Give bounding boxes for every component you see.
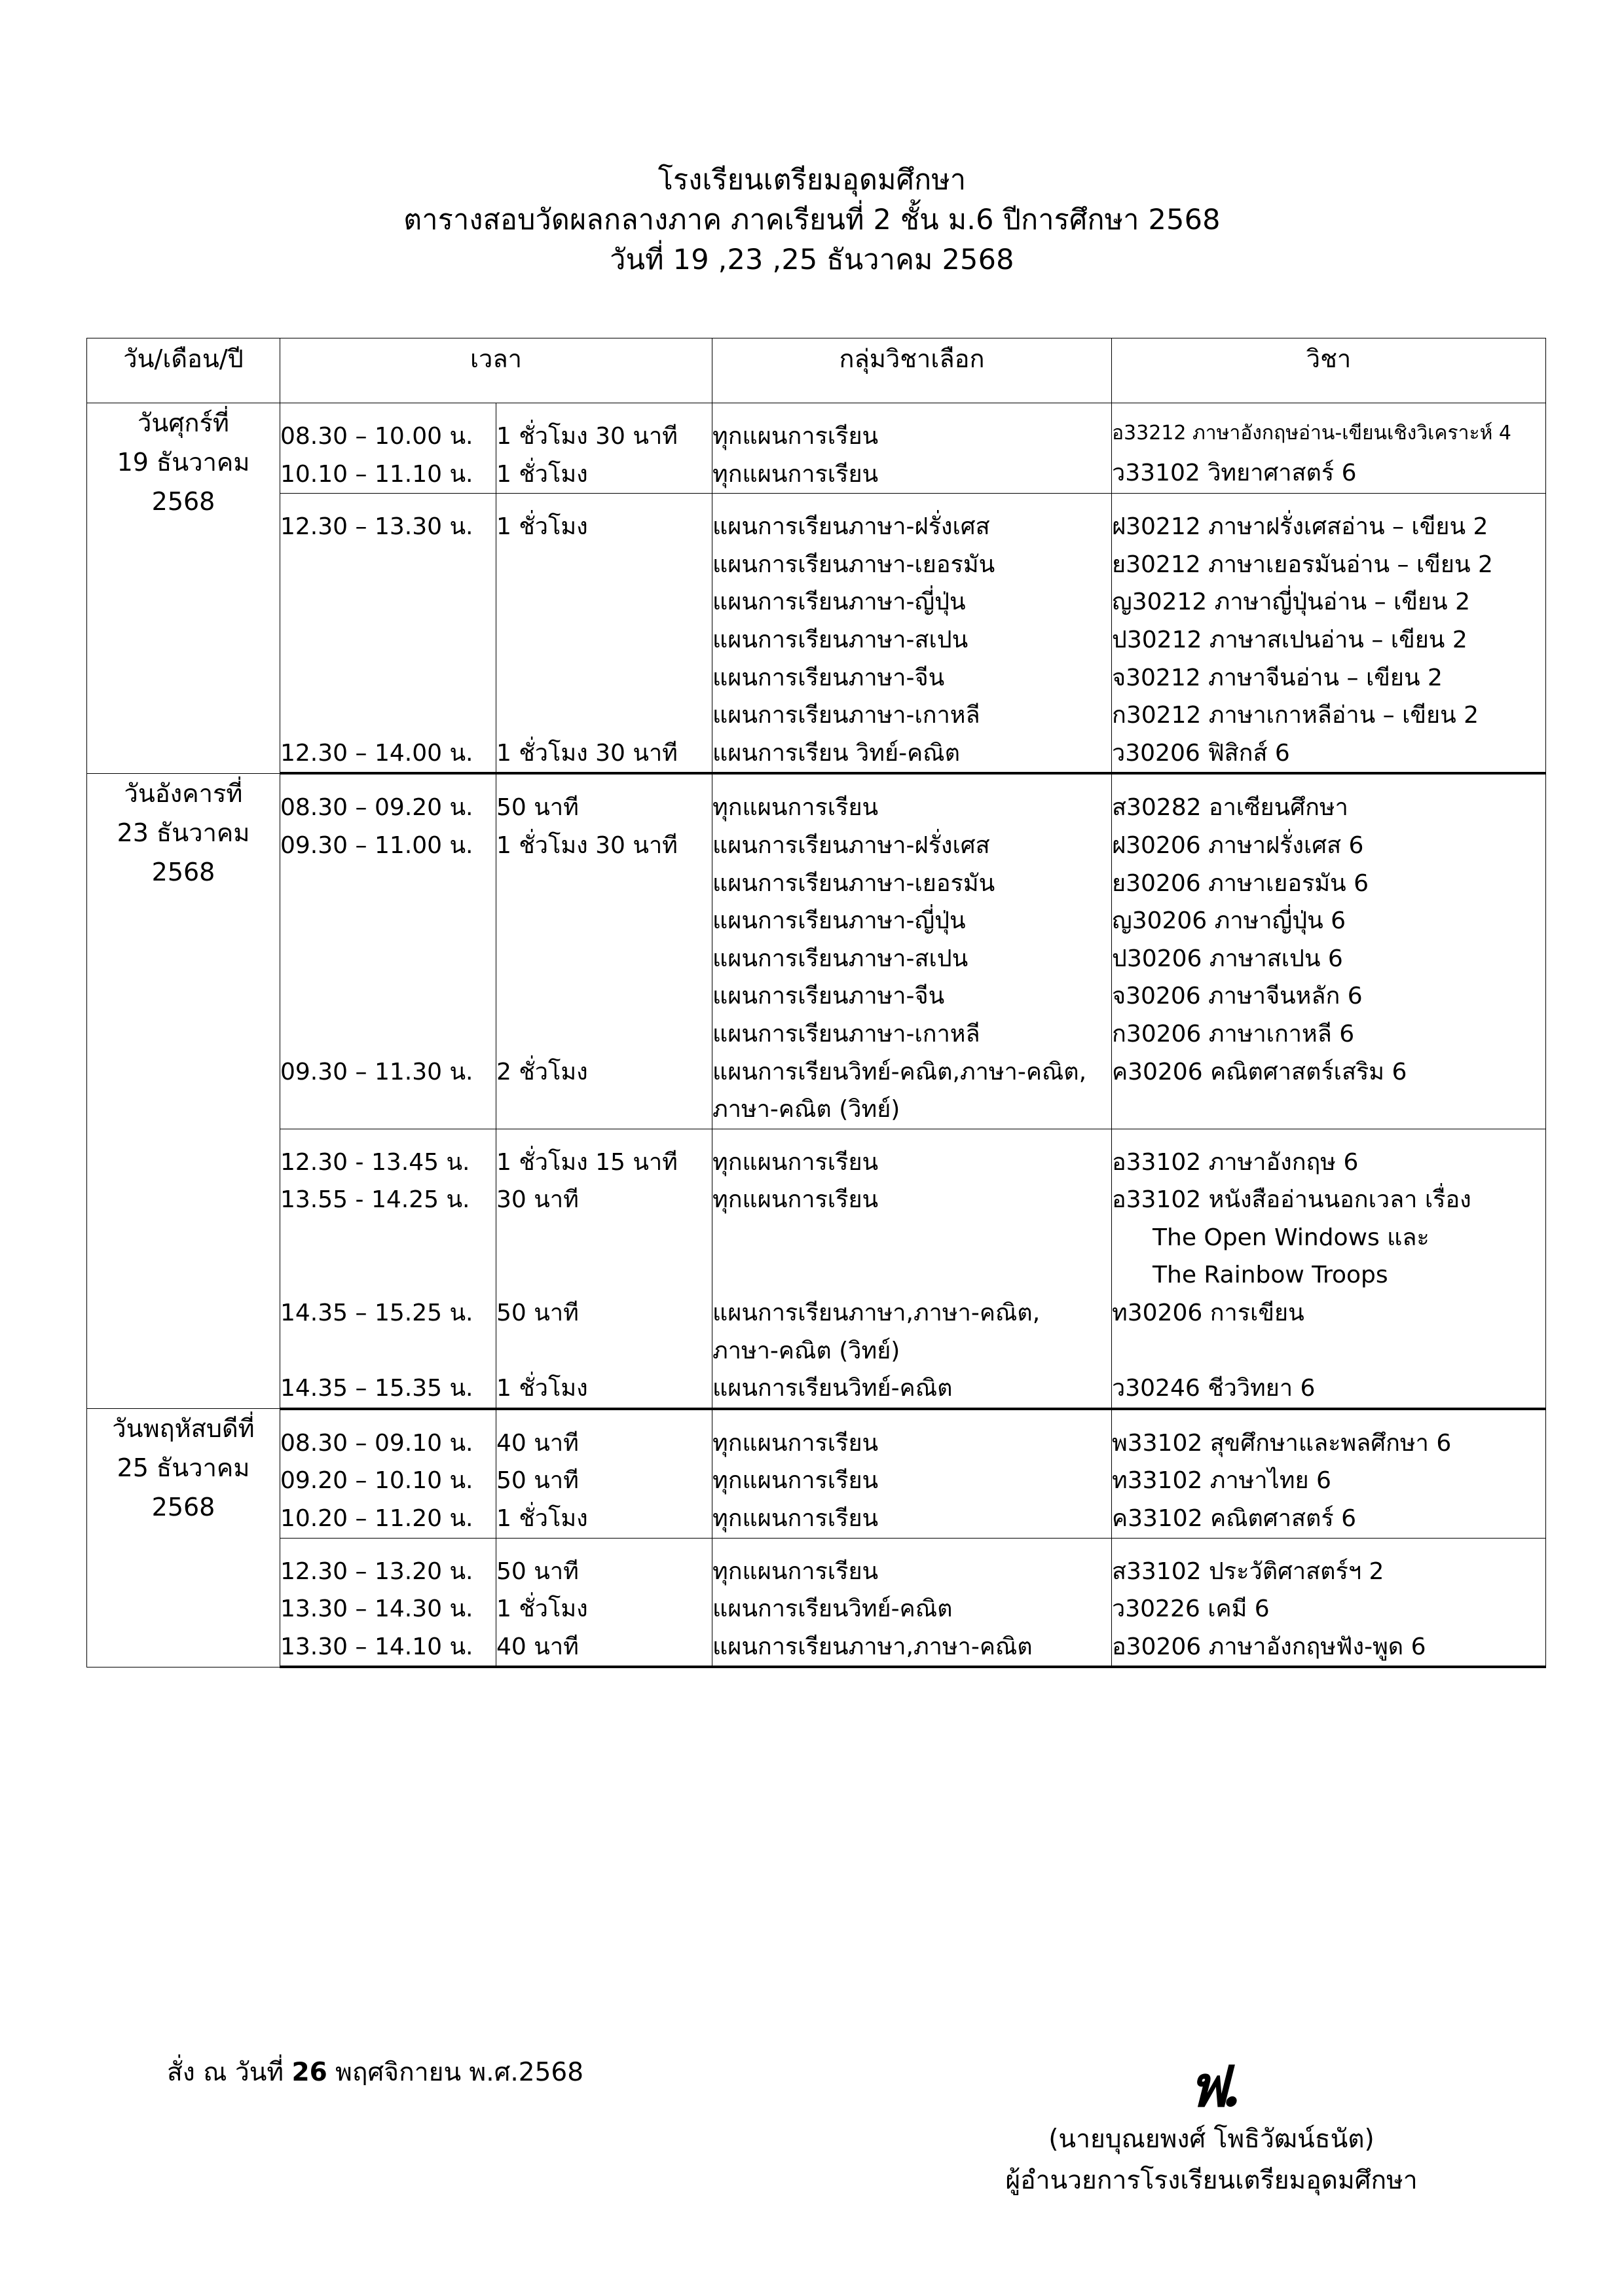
table-row bbox=[87, 1538, 1546, 1667]
duration-cell-line: 1 ชั่วโมง bbox=[496, 1595, 588, 1623]
subject-cell-line: ว33102 วิทยาศาสตร์ 6 bbox=[1112, 460, 1357, 486]
handwritten-signature: ฟ. bbox=[1188, 2054, 1235, 2120]
duration-cell-line: 30 นาที bbox=[496, 1186, 579, 1214]
group-cell-line: ทุกแผนการเรียน bbox=[712, 1148, 879, 1176]
subject-cell-line: ก30212 ภาษาเกาหลีอ่าน – เขียน 2 bbox=[1112, 702, 1479, 729]
time-cell-line: 10.20 – 11.20 น. bbox=[280, 1505, 473, 1533]
time-cell-line: 08.30 – 09.10 น. bbox=[280, 1429, 473, 1457]
day-label-line: วันพฤหัสบดีที่ bbox=[112, 1414, 255, 1444]
subject-cell-line bbox=[1112, 1332, 1545, 1370]
group-cell-line: แผนการเรียนภาษา-ฝรั่งเศส bbox=[712, 831, 990, 859]
table-body bbox=[87, 403, 1546, 1667]
document-header bbox=[0, 160, 1624, 280]
day-label-line: 2568 bbox=[151, 487, 215, 517]
subject-cell-line: ท33102 ภาษาไทย 6 bbox=[1112, 1467, 1331, 1495]
group-cell-line bbox=[712, 1256, 1111, 1294]
subject-cell-line: ย30212 ภาษาเยอรมันอ่าน – เขียน 2 bbox=[1112, 551, 1493, 578]
duration-cell-line: 40 นาที bbox=[496, 1633, 579, 1660]
time-cell-line bbox=[280, 659, 496, 697]
group-cell-line: ทุกแผนการเรียน bbox=[712, 460, 879, 488]
subject-cell-line: ก30206 ภาษาเกาหลี 6 bbox=[1112, 1020, 1355, 1048]
group-cell-line: แผนการเรียนภาษา-ญี่ปุ่น bbox=[712, 589, 966, 616]
group-cell-line: แผนการเรียนภาษา-ฝรั่งเศส bbox=[712, 513, 990, 541]
duration-cell-line: 50 นาที bbox=[496, 1467, 579, 1495]
day-label-line: 19 ธันวาคม bbox=[117, 448, 250, 477]
group-cell bbox=[712, 773, 1112, 1129]
subject-cell-line: The Open Windows และ bbox=[1153, 1224, 1430, 1251]
group-cell-line: ทุกแผนการเรียน bbox=[712, 1505, 879, 1533]
subject-cell bbox=[1112, 494, 1546, 774]
document-title: ตารางสอบวัดผลกลางภาค ภาคเรียนที่ 2 ชั้น ม.6 ปีการศึกษา 2568 bbox=[403, 204, 1221, 237]
time-cell-line: 12.30 – 13.20 น. bbox=[280, 1558, 473, 1585]
duration-cell-line bbox=[496, 1091, 712, 1129]
day-label-line: วันอังคารที่ bbox=[124, 778, 243, 808]
time-cell bbox=[280, 403, 496, 494]
subject-cell-line: อ33102 หนังสืออ่านนอกเวลา เรื่อง bbox=[1112, 1186, 1471, 1214]
group-cell-line: แผนการเรียนภาษา-เยอรมัน bbox=[712, 869, 995, 897]
group-cell-line: แผนการเรียนภาษา-ญี่ปุ่น bbox=[712, 907, 966, 935]
subject-cell bbox=[1112, 1538, 1546, 1667]
header-row bbox=[87, 338, 1546, 403]
subject-cell-line: ค30206 คณิตศาสตร์เสริม 6 bbox=[1112, 1058, 1407, 1085]
duration-cell-line: 50 นาที bbox=[496, 1300, 579, 1327]
time-cell-line bbox=[280, 583, 496, 621]
subject-cell-line: ย30206 ภาษาเยอรมัน 6 bbox=[1112, 869, 1369, 897]
day-cell bbox=[87, 773, 280, 1409]
signer-title: ผู้อำนวยการโรงเรียนเตรียมอุดมศึกษา bbox=[1005, 2166, 1418, 2196]
time-cell-line: 12.30 – 13.30 น. bbox=[280, 513, 473, 541]
time-cell-line: 12.30 – 14.00 น. bbox=[280, 739, 473, 767]
order-date-suffix: พฤศจิกายน พ.ศ.2568 bbox=[327, 2058, 584, 2087]
duration-cell-line: 50 นาที bbox=[496, 794, 579, 822]
time-cell-line bbox=[280, 865, 496, 903]
group-cell-line: แผนการเรียนภาษา,ภาษา-คณิต bbox=[712, 1633, 1033, 1660]
duration-cell-line: 1 ชั่วโมง 30 นาที bbox=[496, 831, 678, 859]
time-cell-line bbox=[280, 621, 496, 659]
col-header-subject: วิชา bbox=[1112, 338, 1546, 403]
subject-cell-line: ญ30206 ภาษาญี่ปุ่น 6 bbox=[1112, 907, 1346, 935]
subject-cell-line: ป30212 ภาษาสเปนอ่าน – เขียน 2 bbox=[1112, 626, 1467, 653]
subject-cell-line: จ30212 ภาษาจีนอ่าน – เขียน 2 bbox=[1112, 664, 1443, 691]
group-cell-line: แผนการเรียนภาษา-สเปน bbox=[712, 626, 969, 653]
day-label-line: 23 ธันวาคม bbox=[117, 818, 250, 847]
time-cell bbox=[280, 1538, 496, 1667]
table-head bbox=[87, 338, 1546, 403]
signature-block bbox=[917, 2056, 1506, 2201]
duration-cell-line bbox=[496, 865, 712, 903]
group-cell-line: ภาษา-คณิต (วิทย์) bbox=[712, 1096, 900, 1123]
time-cell-line bbox=[280, 1332, 496, 1370]
table-row bbox=[87, 1129, 1546, 1409]
time-cell-line: 13.30 – 14.30 น. bbox=[280, 1595, 473, 1623]
subject-cell-line: ว30206 ฟิสิกส์ 6 bbox=[1112, 739, 1290, 767]
group-cell-line: แผนการเรียนวิทย์-คณิต,ภาษา-คณิต, bbox=[712, 1058, 1087, 1085]
time-cell-line: 08.30 – 09.20 น. bbox=[280, 794, 473, 822]
subject-cell-line: ฝ30206 ภาษาฝรั่งเศส 6 bbox=[1112, 831, 1364, 859]
time-cell-line bbox=[280, 697, 496, 735]
col-header-time: เวลา bbox=[280, 338, 712, 403]
order-date-day: 26 bbox=[291, 2058, 327, 2087]
group-cell bbox=[712, 1409, 1112, 1538]
subject-cell-line: ส33102 ประวัติศาสตร์ฯ 2 bbox=[1112, 1558, 1384, 1585]
duration-cell-line: 1 ชั่วโมง bbox=[496, 513, 588, 541]
duration-cell-line bbox=[496, 902, 712, 940]
subject-cell bbox=[1112, 773, 1546, 1129]
group-cell-line: แผนการเรียนภาษา-จีน bbox=[712, 983, 945, 1010]
duration-cell-line bbox=[496, 1015, 712, 1053]
time-cell-line: 12.30 - 13.45 น. bbox=[280, 1148, 470, 1176]
group-cell-line: ทุกแผนการเรียน bbox=[712, 1467, 879, 1495]
duration-cell bbox=[496, 494, 712, 774]
duration-cell-line: 1 ชั่วโมง 30 นาที bbox=[496, 739, 678, 767]
subject-cell-line: จ30206 ภาษาจีนหลัก 6 bbox=[1112, 983, 1363, 1010]
table-row bbox=[87, 494, 1546, 774]
signer-name: (นายบุณยพงศ์ โพธิวัฒน์ธนัต) bbox=[1048, 2124, 1375, 2154]
duration-cell-line: 50 นาที bbox=[496, 1558, 579, 1585]
duration-cell-line: 1 ชั่วโมง 15 นาที bbox=[496, 1148, 678, 1176]
subject-cell-line: อ33212 ภาษาอังกฤษอ่าน-เขียนเชิงวิเคราะห์ 4 bbox=[1112, 422, 1511, 445]
subject-cell-line: ญ30212 ภาษาญี่ปุ่นอ่าน – เขียน 2 bbox=[1112, 589, 1470, 616]
duration-cell-line: 1 ชั่วโมง bbox=[496, 1375, 588, 1402]
subject-cell-line: The Rainbow Troops bbox=[1153, 1262, 1388, 1289]
duration-cell-line bbox=[496, 977, 712, 1015]
table-row bbox=[87, 403, 1546, 494]
time-cell-line: 09.30 – 11.00 น. bbox=[280, 831, 473, 859]
group-cell-line: ภาษา-คณิต (วิทย์) bbox=[712, 1337, 900, 1364]
subject-cell-line: ส30282 อาเซียนศึกษา bbox=[1112, 794, 1348, 822]
group-cell-line: แผนการเรียนภาษา-จีน bbox=[712, 664, 945, 691]
duration-cell-line bbox=[496, 1219, 712, 1257]
time-cell-line: 14.35 – 15.35 น. bbox=[280, 1375, 473, 1402]
duration-cell-line: 1 ชั่วโมง 30 นาที bbox=[496, 423, 678, 450]
subject-cell bbox=[1112, 1129, 1546, 1409]
subject-cell-line: ป30206 ภาษาสเปน 6 bbox=[1112, 945, 1343, 972]
time-cell-line: 09.30 – 11.30 น. bbox=[280, 1058, 473, 1085]
time-cell bbox=[280, 1129, 496, 1409]
group-cell-line: แผนการเรียนภาษา-เกาหลี bbox=[712, 702, 980, 729]
subject-cell-line: ว30246 ชีววิทยา 6 bbox=[1112, 1375, 1316, 1402]
duration-cell-line: 40 นาที bbox=[496, 1429, 579, 1457]
group-cell bbox=[712, 1129, 1112, 1409]
duration-cell-line bbox=[496, 621, 712, 659]
group-cell-line: ทุกแผนการเรียน bbox=[712, 1186, 879, 1214]
group-cell-line: แผนการเรียนวิทย์-คณิต bbox=[712, 1595, 953, 1623]
group-cell-line: ทุกแผนการเรียน bbox=[712, 1558, 879, 1585]
group-cell-line: ทุกแผนการเรียน bbox=[712, 423, 879, 450]
col-header-day: วัน/เดือน/ปี bbox=[87, 338, 280, 403]
group-cell-line bbox=[712, 1219, 1111, 1257]
group-cell-line: แผนการเรียนภาษา,ภาษา-คณิต, bbox=[712, 1300, 1041, 1327]
time-cell-line: 09.20 – 10.10 น. bbox=[280, 1467, 473, 1495]
group-cell-line: แผนการเรียนภาษา-เกาหลี bbox=[712, 1020, 980, 1048]
time-cell-line bbox=[280, 1256, 496, 1294]
duration-cell bbox=[496, 1129, 712, 1409]
time-cell-line bbox=[280, 940, 496, 978]
time-cell bbox=[280, 494, 496, 774]
order-date-line bbox=[167, 2052, 583, 2092]
time-cell bbox=[280, 1409, 496, 1538]
group-cell-line: แผนการเรียนวิทย์-คณิต bbox=[712, 1375, 953, 1402]
group-cell-line: แผนการเรียนภาษา-เยอรมัน bbox=[712, 551, 995, 578]
day-cell bbox=[87, 1409, 280, 1667]
time-cell-line: 13.30 – 14.10 น. bbox=[280, 1633, 473, 1660]
subject-cell-line bbox=[1112, 1091, 1545, 1129]
duration-cell-line bbox=[496, 697, 712, 735]
duration-cell bbox=[496, 403, 712, 494]
subject-cell-line: ว30226 เคมี 6 bbox=[1112, 1595, 1270, 1623]
group-cell bbox=[712, 494, 1112, 774]
duration-cell bbox=[496, 1409, 712, 1538]
subject-cell-line: อ33102 ภาษาอังกฤษ 6 bbox=[1112, 1148, 1359, 1176]
table-row bbox=[87, 1409, 1546, 1538]
school-name: โรงเรียนเตรียมอุดมศึกษา bbox=[657, 164, 967, 196]
duration-cell-line bbox=[496, 583, 712, 621]
time-cell-line: 14.35 – 15.25 น. bbox=[280, 1300, 473, 1327]
subject-cell-line: ฝ30212 ภาษาฝรั่งเศสอ่าน – เขียน 2 bbox=[1112, 513, 1488, 541]
time-cell-line bbox=[280, 546, 496, 584]
group-cell-line: แผนการเรียนภาษา-สเปน bbox=[712, 945, 969, 972]
duration-cell-line bbox=[496, 1256, 712, 1294]
order-date-prefix: สั่ง ณ วันที่ bbox=[167, 2058, 292, 2087]
schedule-table-container bbox=[86, 338, 1545, 1668]
day-label-line: 2568 bbox=[151, 1493, 215, 1522]
time-cell-line bbox=[280, 902, 496, 940]
group-cell-line: แผนการเรียน วิทย์-คณิต bbox=[712, 739, 960, 767]
day-label-line: 2568 bbox=[151, 857, 215, 886]
group-cell-line: ทุกแผนการเรียน bbox=[712, 794, 879, 822]
subject-cell bbox=[1112, 1409, 1546, 1538]
time-cell-line bbox=[280, 977, 496, 1015]
time-cell-line: 10.10 – 11.10 น. bbox=[280, 460, 473, 488]
subject-cell bbox=[1112, 403, 1546, 494]
time-cell-line: 08.30 – 10.00 น. bbox=[280, 423, 473, 450]
day-label-line: วันศุกร์ที่ bbox=[138, 409, 229, 437]
col-header-group: กลุ่มวิชาเลือก bbox=[712, 338, 1112, 403]
group-cell bbox=[712, 403, 1112, 494]
duration-cell-line bbox=[496, 1332, 712, 1370]
duration-cell-line: 1 ชั่วโมง bbox=[496, 460, 588, 488]
duration-cell bbox=[496, 1538, 712, 1667]
subject-cell-line: อ30206 ภาษาอังกฤษฟัง-พูด 6 bbox=[1112, 1633, 1426, 1660]
duration-cell-line: 2 ชั่วโมง bbox=[496, 1058, 588, 1085]
duration-cell-line bbox=[496, 546, 712, 584]
time-cell bbox=[280, 773, 496, 1129]
group-cell-line: ทุกแผนการเรียน bbox=[712, 1429, 879, 1457]
duration-cell-line bbox=[496, 659, 712, 697]
duration-cell bbox=[496, 773, 712, 1129]
table-row bbox=[87, 773, 1546, 1129]
exam-schedule-table bbox=[86, 338, 1546, 1668]
duration-cell-line bbox=[496, 940, 712, 978]
time-cell-line bbox=[280, 1015, 496, 1053]
day-cell bbox=[87, 403, 280, 774]
group-cell bbox=[712, 1538, 1112, 1667]
subject-cell-line: ค33102 คณิตศาสตร์ 6 bbox=[1112, 1505, 1357, 1533]
duration-cell-line: 1 ชั่วโมง bbox=[496, 1505, 588, 1533]
time-cell-line: 13.55 - 14.25 น. bbox=[280, 1186, 470, 1214]
subject-cell-line: ท30206 การเขียน bbox=[1112, 1300, 1304, 1327]
exam-dates: วันที่ 19 ,23 ,25 ธันวาคม 2568 bbox=[610, 244, 1014, 277]
time-cell-line bbox=[280, 1219, 496, 1257]
subject-cell-line: พ33102 สุขศึกษาและพลศึกษา 6 bbox=[1112, 1429, 1452, 1457]
time-cell-line bbox=[280, 1091, 496, 1129]
day-label-line: 25 ธันวาคม bbox=[117, 1453, 250, 1483]
